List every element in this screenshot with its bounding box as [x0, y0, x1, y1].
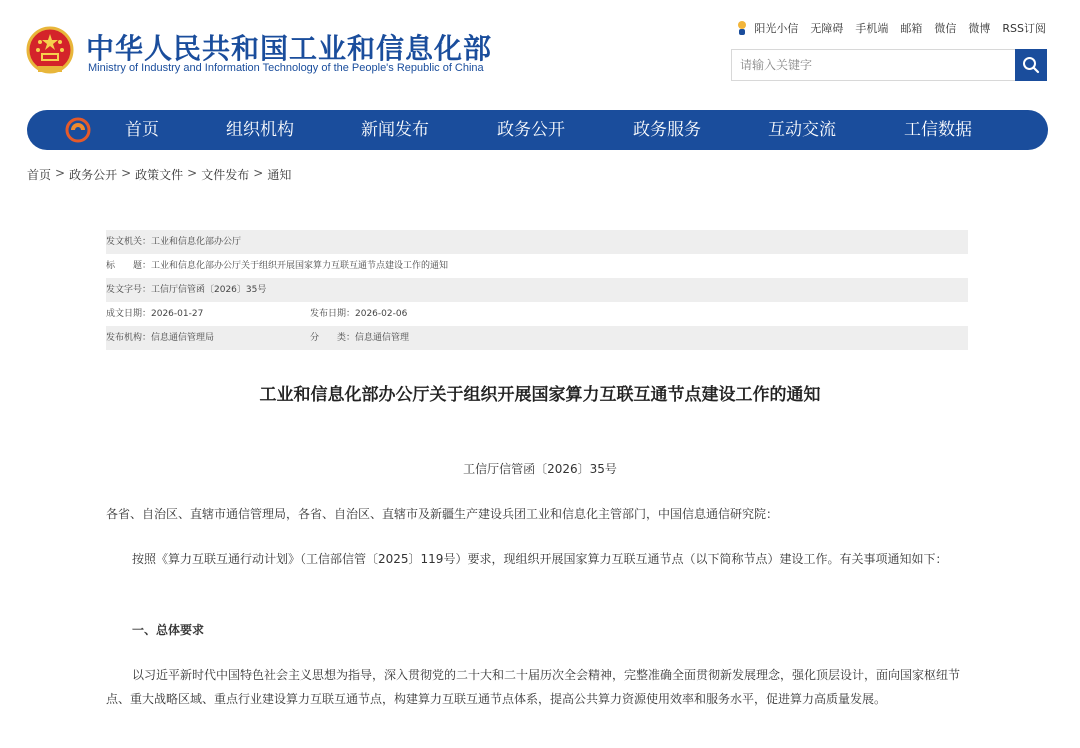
meta-row-title — [106, 254, 968, 278]
sun-mascot-icon — [736, 20, 748, 36]
meta-category: 分 类：信息通信管理 — [310, 333, 410, 343]
site-header — [0, 0, 1080, 100]
breadcrumb-separator: > — [253, 166, 264, 180]
breadcrumb-separator: > — [55, 166, 66, 180]
article-addressee: 各省、自治区、直辖市通信管理局，各省、自治区、直辖市及新疆生产建设兵团工业和信息化主管部门，中国信息通信研究院： — [106, 507, 779, 521]
meta-published-date: 发布日期：2026-02-06 — [310, 309, 408, 319]
article-doc-number: 工信厅信管函〔2026〕35号 — [463, 462, 617, 476]
search-box — [731, 49, 1047, 81]
nav-item-home[interactable]: 首页 — [125, 120, 159, 140]
breadcrumb — [27, 166, 291, 183]
national-emblem-icon[interactable] — [26, 26, 74, 76]
meta-org: 发布机构：信息通信管理局 — [106, 333, 215, 343]
nav-item-gov-services[interactable]: 政务服务 — [633, 120, 701, 140]
nav-item-organization[interactable]: 组织机构 — [226, 120, 294, 140]
meta-title: 标 题：工业和信息化部办公厅关于组织开展国家算力互联互通节点建设工作的通知 — [106, 261, 449, 271]
meta-row-org — [106, 326, 968, 350]
breadcrumb-policy-files[interactable]: 政策文件 — [135, 168, 184, 182]
search-button[interactable] — [1015, 49, 1047, 81]
breadcrumb-separator: > — [187, 166, 198, 180]
miit-logo-icon[interactable] — [65, 117, 91, 143]
nav-item-news[interactable]: 新闻发布 — [361, 120, 429, 140]
toplink-wechat[interactable]: 微信 — [934, 22, 957, 35]
site-title[interactable]: 中华人民共和国工业和信息化部 — [86, 32, 493, 65]
toplink-weibo[interactable]: 微博 — [968, 22, 991, 35]
article-intro: 按照《算力互联互通行动计划》（工信部信管〔2025〕119号）要求，现组织开展国家算力互联互通节点（以下简称节点）建设工作。有关事项通知如下： — [132, 552, 948, 566]
nav-item-gov-affairs[interactable]: 政务公开 — [497, 120, 565, 140]
toplink-rss[interactable]: RSS订阅 — [1002, 22, 1046, 35]
nav-item-interaction[interactable]: 互动交流 — [768, 120, 836, 140]
search-icon — [1022, 56, 1040, 74]
document-meta-table — [106, 230, 968, 350]
nav-item-data[interactable]: 工信数据 — [904, 120, 972, 140]
meta-row-issuer — [106, 230, 968, 254]
toplink-accessibility[interactable]: 无障碍 — [810, 22, 844, 35]
article-title: 工业和信息化部办公厅关于组织开展国家算力互联互通节点建设工作的通知 — [259, 385, 821, 405]
article-section-heading: 一、总体要求 — [132, 623, 205, 637]
breadcrumb-home[interactable]: 首页 — [27, 168, 52, 182]
toplink-email[interactable]: 邮箱 — [900, 22, 923, 35]
meta-issuer: 发文机关：工业和信息化部办公厅 — [106, 237, 242, 247]
search-input[interactable] — [732, 50, 1016, 80]
main-nav — [27, 110, 1048, 150]
meta-created-date: 成文日期：2026-01-27 — [106, 309, 204, 319]
toplink-sunshine[interactable]: 阳光小信 — [754, 22, 799, 35]
site-title-english: Ministry of Industry and Information Technology of the People's Republic of China — [88, 62, 484, 74]
toplink-mobile[interactable]: 手机端 — [855, 22, 889, 35]
breadcrumb-notice[interactable]: 通知 — [267, 168, 292, 182]
top-links — [736, 20, 1046, 36]
meta-row-doc-no — [106, 278, 968, 302]
meta-doc-no: 发文字号：工信厅信管函〔2026〕35号 — [106, 285, 267, 295]
article-section-body: 以习近平新时代中国特色社会主义思想为指导，深入贯彻党的二十大和二十届历次全会精神，完整准确全面贯彻新发展理念，强化顶层设计，面向国家枢纽节点、重大战略区域、重点行业建设算力互联互通节点，构建算力互联互通节点体系，提高公共算力资源使用效率和服务水平，促进算力高质量发展。 — [106, 668, 961, 706]
meta-row-dates — [106, 302, 968, 326]
breadcrumb-separator: > — [121, 166, 132, 180]
breadcrumb-file-release[interactable]: 文件发布 — [201, 168, 250, 182]
breadcrumb-gov-affairs[interactable]: 政务公开 — [69, 168, 118, 182]
